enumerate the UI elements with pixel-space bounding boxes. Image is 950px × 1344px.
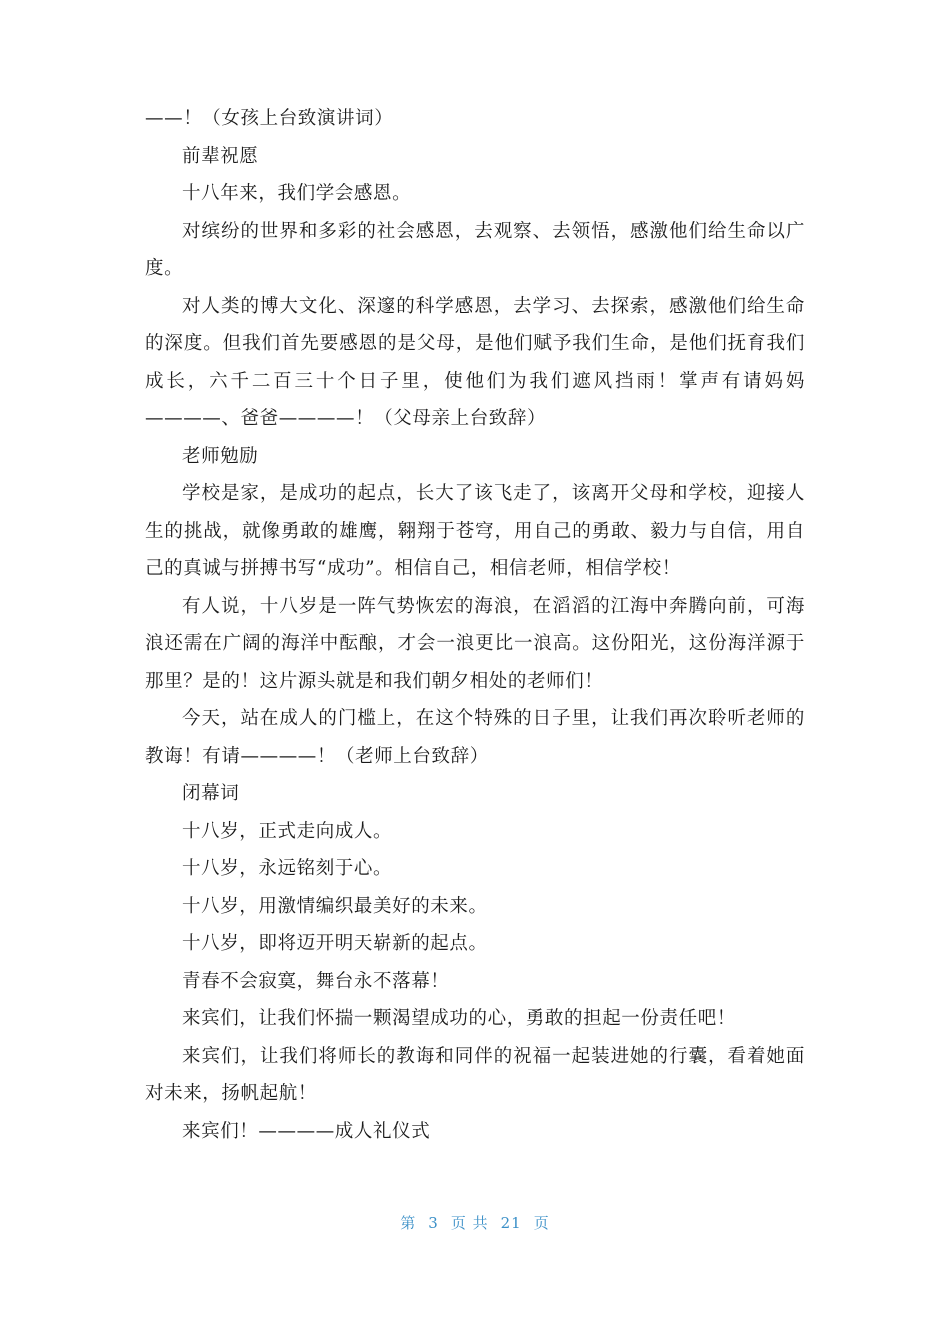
- document-body: [145, 100, 805, 1150]
- paragraph: 来宾们，让我们怀揣一颗渴望成功的心，勇敢的担起一份责任吧！: [182, 1008, 736, 1029]
- paragraph: 对缤纷的世界和多彩的社会感恩，去观察、去领悟，感激他们给生命以广度。: [145, 220, 805, 279]
- page-footer: [0, 1212, 950, 1233]
- footer-label-suffix: 页: [533, 1214, 550, 1232]
- section-heading: 前辈祝愿: [182, 145, 259, 167]
- paragraph: 来宾们！————成人礼仪式: [182, 1120, 431, 1142]
- paragraph: 对人类的博大文化、深邃的科学感恩，去学习、去探索，感激他们给生命的深度。但我们首先要感恩的是父母，是他们赋予我们生命，是他们抚育我们成长，六千二百三十个日子里，使他们为我们遮风挡雨！掌声有请妈妈————、爸爸————！（父母亲上台致辞）: [145, 295, 805, 429]
- total-pages-number: 21: [500, 1214, 522, 1232]
- paragraph: 十八年来，我们学会感恩。: [182, 183, 412, 204]
- paragraph: 学校是家，是成功的起点，长大了该飞走了，该离开父母和学校，迎接人生的挑战，就像勇敢的雄鹰，翱翔于苍穹，用自己的勇敢、毅力与自信，用自己的真诚与拼搏书写“成功”。相信自己，相信老师，相信学校！: [145, 483, 805, 579]
- paragraph: 十八岁，用激情编织最美好的未来。: [182, 895, 488, 917]
- section-heading: 闭幕词: [182, 783, 240, 804]
- paragraph: ——！（女孩上台致演讲词）: [145, 108, 394, 129]
- paragraph: 今天，站在成人的门槛上，在这个特殊的日子里，让我们再次聆听老师的教诲！有请————！（老师上台致辞）: [145, 708, 805, 767]
- footer-label-prefix: 第: [400, 1214, 417, 1232]
- footer-label-middle: 页 共: [450, 1214, 489, 1232]
- paragraph: 十八岁，永远铭刻于心。: [182, 858, 393, 879]
- section-heading: 老师勉励: [182, 445, 259, 467]
- paragraph: 来宾们，让我们将师长的教诲和同伴的祝福一起装进她的行囊，看着她面对未来，扬帆起航！: [145, 1045, 805, 1104]
- paragraph: 有人说，十八岁是一阵气势恢宏的海浪，在滔滔的江海中奔腾向前，可海浪还需在广阔的海洋中酝酿，才会一浪更比一浪高。这份阳光，这份海洋源于那里？是的！这片源头就是和我们朝夕相处的老师们！: [145, 595, 805, 692]
- current-page-number: 3: [428, 1214, 439, 1232]
- paragraph: 十八岁，正式走向成人。: [182, 820, 393, 842]
- paragraph: 青春不会寂寞，舞台永不落幕！: [182, 970, 450, 992]
- paragraph: 十八岁，即将迈开明天崭新的起点。: [182, 933, 488, 954]
